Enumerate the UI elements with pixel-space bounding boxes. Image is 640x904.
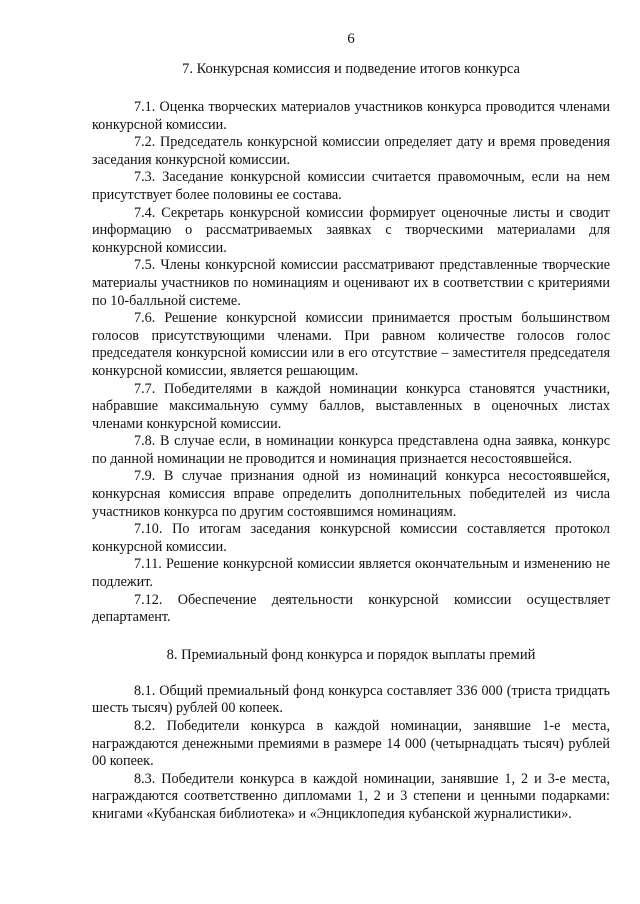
- paragraph-7-10: 7.10. По итогам заседания конкурсной комиссии составляется протокол конкурсной комиссии.: [92, 521, 610, 555]
- paragraph-8-1: 8.1. Общий премиальный фонд конкурса составляет 336 000 (триста тридцать шесть тысяч) рублей 00 копеек.: [92, 682, 610, 717]
- paragraph-7-1: 7.1. Оценка творческих материалов участников конкурса проводится членами конкурсной комиссии.: [92, 99, 610, 133]
- paragraph-8-2: 8.2. Победители конкурса в каждой номинации, занявшие 1-е места, награждаются денежными премиями в размере 14 000 (четырнадцать тысяч) рублей 00 копеек.: [92, 718, 610, 770]
- paragraph-7-7: 7.7. Победителями в каждой номинации конкурса становятся участники, набравшие максимальную сумму баллов, выставленных в оценочных листах членами конкурсной комиссии.: [92, 380, 610, 432]
- section-8-body: [92, 683, 610, 824]
- paragraph-7-8: 7.8. В случае если, в номинации конкурса представлена одна заявка, конкурс по данной номинации не проводится и номинация признается несостоявшейся.: [92, 433, 610, 467]
- document-page: [92, 30, 610, 824]
- section-8-title: 8. Премиальный фонд конкурса и порядок выплаты премий: [166, 646, 536, 663]
- paragraph-7-5: 7.5. Члены конкурсной комиссии рассматривают представленные творческие материалы участников по номинациям и оценивают их в соответствии с критериями по 10-балльной системе.: [92, 257, 610, 309]
- paragraph-7-9: 7.9. В случае признания одной из номинаций конкурса несостоявшейся, конкурсная комиссия вправе определить дополнительных победителей из числа участников конкурса по другим состоявшимся номинациям.: [92, 468, 610, 520]
- paragraph-7-11: 7.11. Решение конкурсной комиссии является окончательным и изменению не подлежит.: [92, 556, 610, 591]
- paragraph-7-2: 7.2. Председатель конкурсной комиссии определяет дату и время проведения заседания конкурсной комиссии.: [92, 134, 610, 168]
- paragraph-7-4: 7.4. Секретарь конкурсной комиссии формирует оценочные листы и сводит информацию о рассматриваемых заявках с творческими материалами для конкурсной комиссии.: [92, 204, 610, 256]
- paragraph-7-12: 7.12. Обеспечение деятельности конкурсной комиссии осуществляет департамент.: [92, 591, 610, 626]
- section-7-body: [92, 99, 610, 627]
- page-number: 6: [347, 31, 355, 47]
- section-7-title: 7. Конкурсная комиссия и подведение итогов конкурса: [182, 61, 520, 77]
- paragraph-8-3: 8.3. Победители конкурса в каждой номинации, занявшие 1, 2 и 3-е места, награждаются соответственно дипломами 1, 2 и 3 степени и ценными подарками: книгами «Кубанская библиотека» и «Энциклопедия кубанской журналистики».: [92, 770, 610, 822]
- paragraph-7-3: 7.3. Заседание конкурсной комиссии считается правомочным, если на нем присутствует более половины ее состава.: [92, 169, 610, 203]
- paragraph-7-6: 7.6. Решение конкурсной комиссии принимается простым большинством голосов присутствующими членами. При равном количестве голосов голос председателя конкурсной комиссии или в его отсутствие – заместителя председателя конкурсной комиссии, является решающим.: [92, 310, 610, 379]
